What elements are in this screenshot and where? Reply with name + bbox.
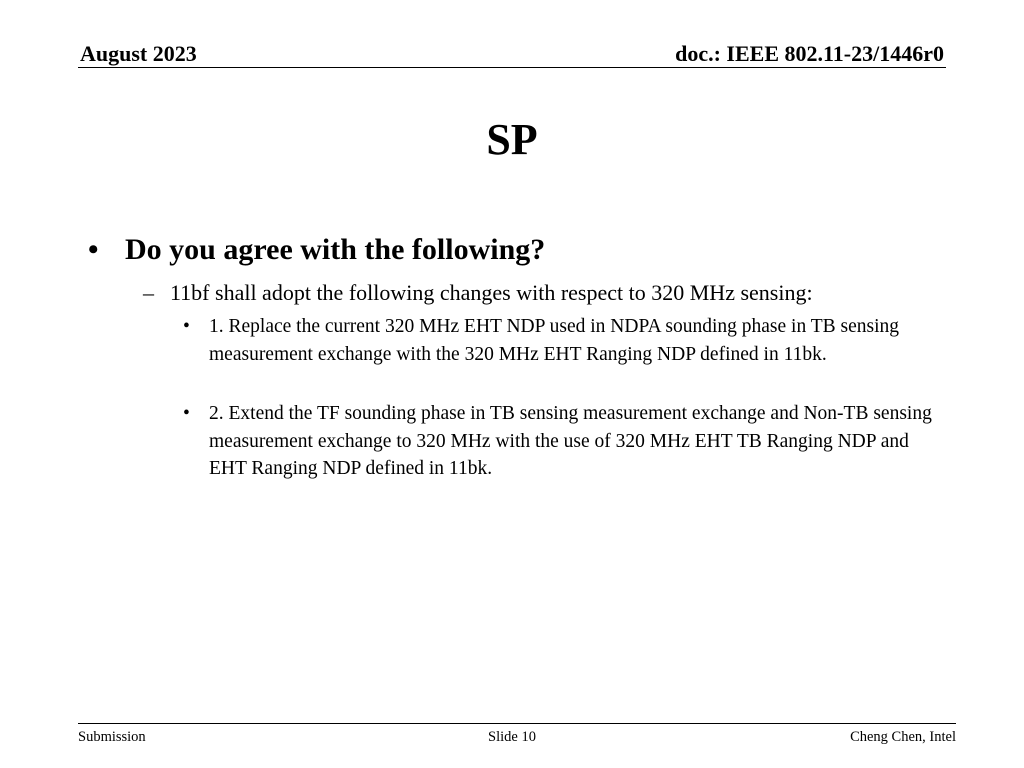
header-divider: [78, 67, 946, 68]
bullet-level3-item: [183, 400, 943, 483]
bullet-marker: •: [183, 403, 190, 424]
bullet-question-text: Do you agree with the following?: [125, 233, 546, 266]
slide-title: SP: [486, 115, 538, 164]
bullet-item-text: 2. Extend the TF sounding phase in TB sensing measurement exchange and Non-TB sensing measurement exchange to 320 MHz with the use of 320 MHz EHT TB Ranging NDP and EHT Ranging NDP defined in 11bk.: [209, 403, 932, 479]
bullet-marker: •: [183, 316, 190, 337]
dash-marker: –: [143, 280, 154, 305]
header-date: August 2023: [80, 41, 197, 66]
header-doc-id: doc.: IEEE 802.11-23/1446r0: [675, 41, 944, 66]
footer-slide-number: Slide 10: [488, 729, 536, 745]
footer-divider: [78, 723, 956, 724]
bullet-item-text: 1. Replace the current 320 MHz EHT NDP used in NDPA sounding phase in TB sensing measurement exchange with the 320 MHz EHT Ranging NDP defined in 11bk.: [209, 316, 900, 365]
footer-author: Cheng Chen, Intel: [850, 729, 956, 745]
bullet-marker: •: [88, 233, 99, 266]
bullet-level3-item: [183, 313, 943, 368]
bullet-sub-text: 11bf shall adopt the following changes with respect to 320 MHz sensing:: [170, 280, 813, 305]
footer-submission: Submission: [78, 729, 146, 745]
